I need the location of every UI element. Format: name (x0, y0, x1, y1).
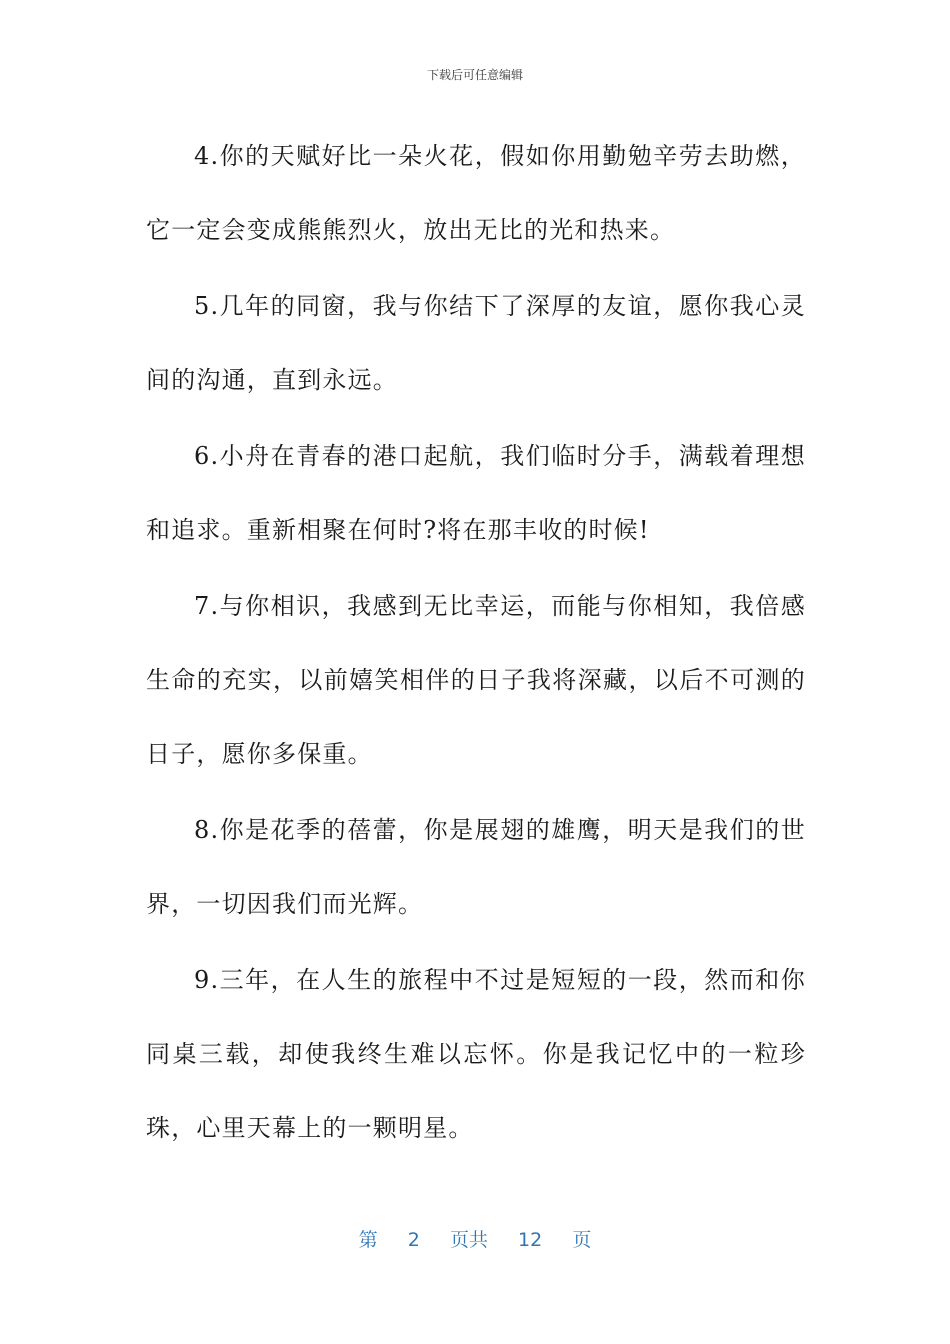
footer-total-pages: 12 (518, 1229, 543, 1251)
paragraph-9: 9.三年，在人生的旅程中不过是短短的一段，然而和你同桌三载，却使我终生难以忘怀。你是我记忆中的一粒珍珠，心里天幕上的一颗明星。 (146, 966, 806, 1142)
paragraph-8: 8.你是花季的蓓蕾，你是展翅的雄鹰，明天是我们的世界，一切因我们而光辉。 (146, 816, 806, 918)
paragraph-4: 4.你的天赋好比一朵火花，假如你用勤勉辛劳去助燃，它一定会变成熊熊烈火，放出无比的光和热来。 (146, 142, 806, 244)
page-header: 下载后可任意编辑 (426, 68, 523, 82)
footer-prefix: 第 (358, 1229, 378, 1251)
paragraph-6: 6.小舟在青春的港口起航，我们临时分手，满载着理想和追求。重新相聚在何时?将在那丰收的时候! (146, 442, 806, 544)
page-footer (0, 1225, 950, 1252)
footer-suffix: 页 (572, 1229, 592, 1251)
document-body (146, 119, 806, 1167)
footer-middle: 页共 (449, 1229, 488, 1251)
footer-page-number: 2 (407, 1229, 420, 1251)
paragraph-5: 5.几年的同窗，我与你结下了深厚的友谊，愿你我心灵间的沟通，直到永远。 (146, 292, 806, 394)
paragraph-7: 7.与你相识，我感到无比幸运，而能与你相知，我倍感生命的充实，以前嬉笑相伴的日子我将深藏，以后不可测的日子，愿你多保重。 (146, 592, 806, 768)
